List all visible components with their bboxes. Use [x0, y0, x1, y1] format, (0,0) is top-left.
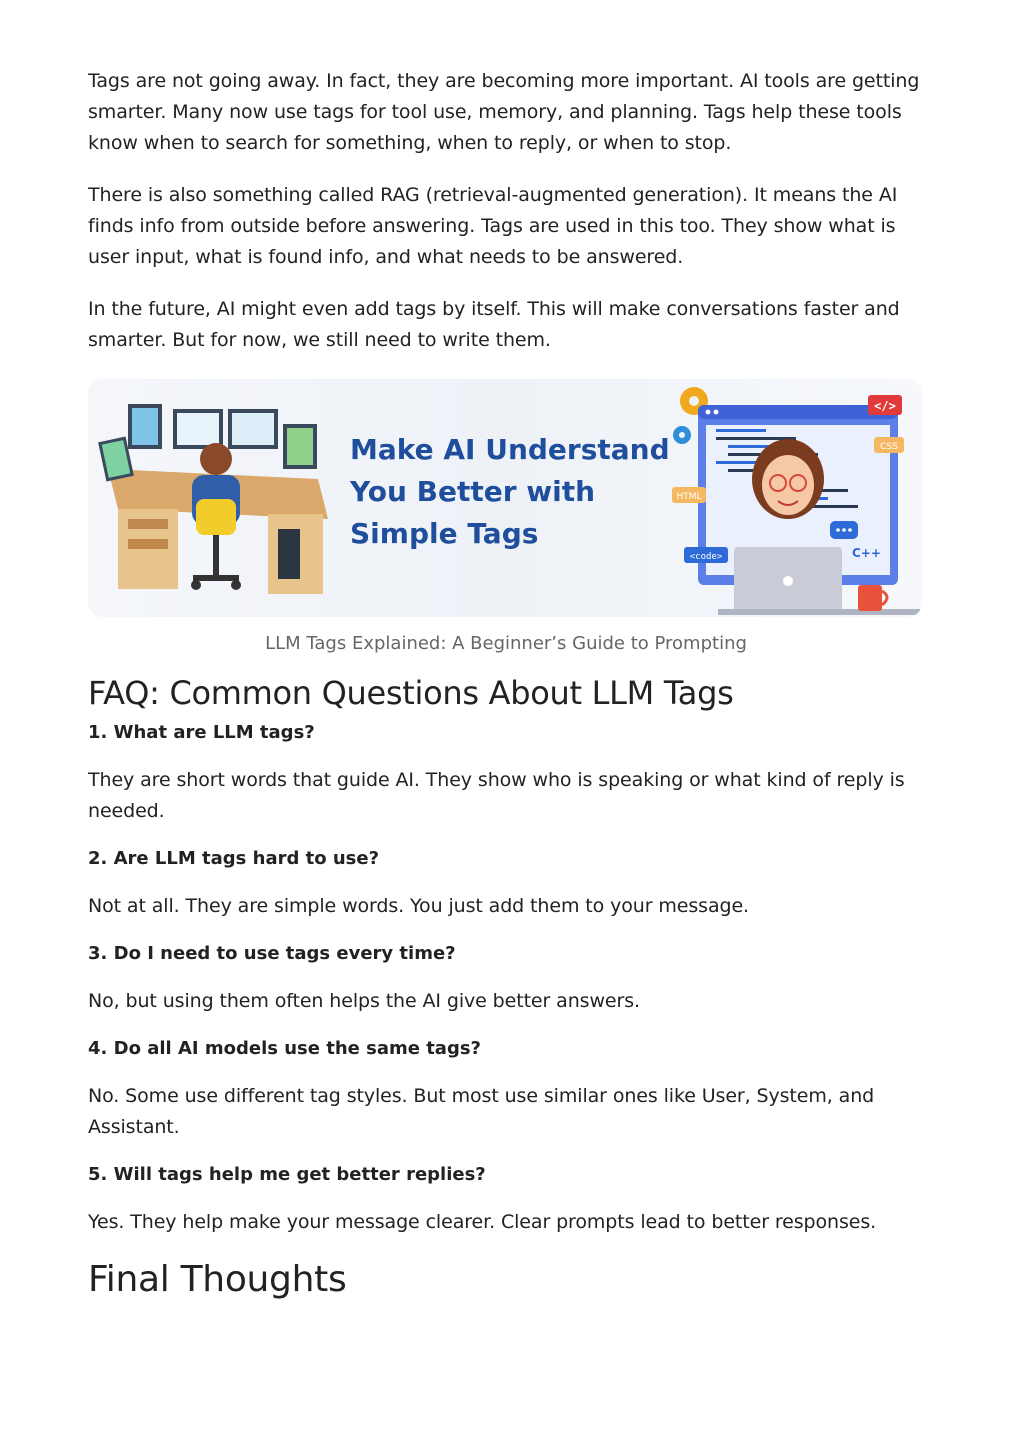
faq-question: 1. What are LLM tags?: [88, 722, 315, 743]
faq-question: 4. Do all AI models use the same tags?: [88, 1038, 481, 1059]
hero-banner-image: [88, 379, 922, 617]
cpp-label: C++: [852, 546, 881, 560]
article-body: [88, 66, 924, 1300]
paragraph-tags-future: Tags are not going away. In fact, they are becoming more important. AI tools are getting smarter. Many now use tags for tool use, memory, and planning. Tags help these tools know when to search for something, when to reply, or when to stop.: [88, 70, 920, 154]
mug-icon: [858, 585, 882, 611]
faq-answer: No. Some use different tag styles. But most use similar ones like User, System, and Assistant.: [88, 1085, 875, 1138]
faq-question: 5. Will tags help me get better replies?: [88, 1164, 486, 1185]
image-caption: LLM Tags Explained: A Beginner’s Guide to Prompting: [265, 633, 747, 654]
faq-heading: FAQ: Common Questions About LLM Tags: [88, 674, 734, 712]
paragraph-rag: There is also something called RAG (retrieval-augmented generation). It means the AI finds info from outside before answering. Tags are used in this too. They show what is user input, what is found info, and what needs to be answered.: [88, 184, 898, 268]
faq-question: 3. Do I need to use tags every time?: [88, 943, 456, 964]
faq-list: [88, 722, 924, 1238]
paragraph-ai-future: In the future, AI might even add tags by itself. This will make conversations faster and smarter. But for now, we still need to write them.: [88, 298, 900, 351]
hero-title-line2: You Better with: [350, 475, 596, 508]
faq-answer: Not at all. They are simple words. You just add them to your message.: [88, 895, 749, 917]
svg-text:HTML: HTML: [676, 492, 702, 502]
final-thoughts-heading: Final Thoughts: [88, 1259, 347, 1300]
svg-text:<code>: <code>: [689, 552, 723, 562]
faq-answer: Yes. They help make your message clearer. Clear prompts lead to better responses.: [88, 1211, 877, 1233]
faq-answer: No, but using them often helps the AI give better answers.: [88, 990, 640, 1012]
faq-answer: They are short words that guide AI. They show who is speaking or what kind of reply is needed.: [88, 769, 905, 822]
svg-text:CSS: CSS: [880, 442, 898, 452]
hero-title-line1: Make AI Understand: [350, 433, 670, 466]
developer-desk-illustration: [98, 404, 328, 594]
coder-illustration: [672, 387, 922, 615]
hero-title-line3: Simple Tags: [350, 517, 539, 550]
faq-question: 2. Are LLM tags hard to use?: [88, 848, 380, 869]
svg-text:</>: </>: [874, 399, 896, 413]
